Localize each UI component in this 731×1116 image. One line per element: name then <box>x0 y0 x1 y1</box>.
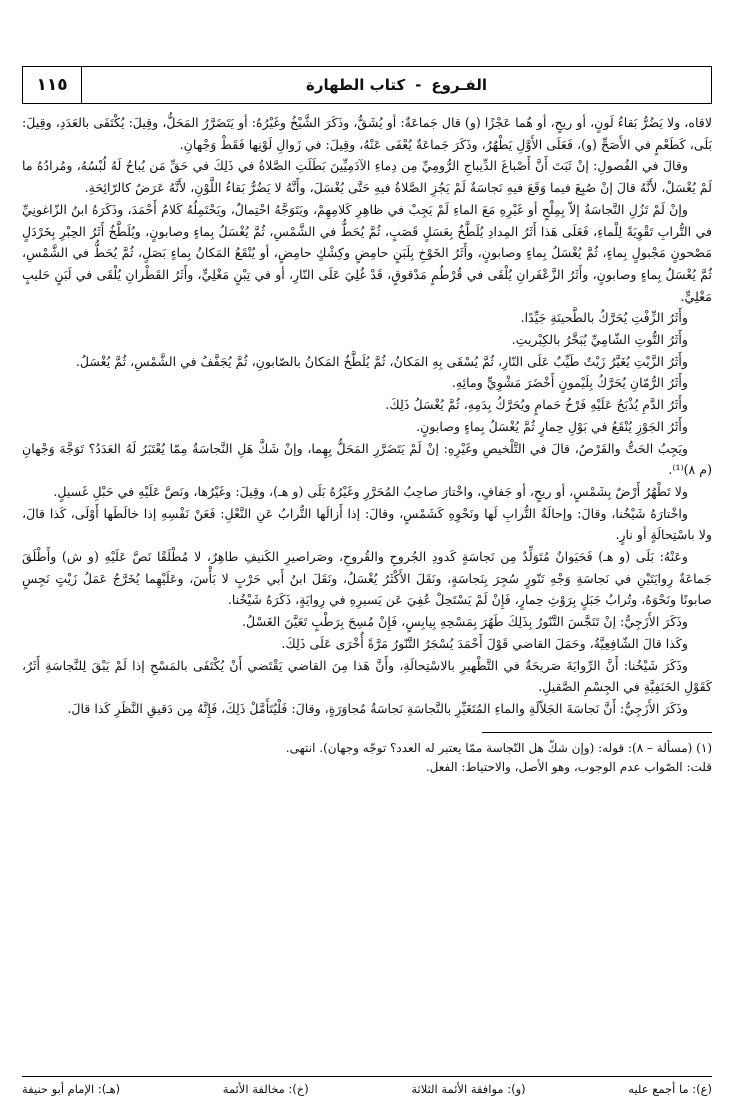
footnote-divider <box>482 732 712 733</box>
paragraph: وأَثَرُ الرُّمّانِ يُحَرَّكُ بِلَيْمونٍ أَخْضَرَ مَشْوِيٍّ ومائِهِ. <box>451 375 688 391</box>
paragraph: وأَثَرُ الجَوْزِ يُنْقَعُ في بَوْلِ حِمارٍ ثُمَّ يُغْسَلُ بِماءٍ وصابونٍ. <box>416 418 688 434</box>
paragraph: وكَذا قالَ الشّافِعِيَّةُ، وحَمَلَ القاضي قَوْلَ أَحْمَدَ يُسْجَرُ التَّنّورُ مَرَّةً أُخْرَى عَلَى ذَلِكَ. <box>281 635 688 651</box>
paragraph: وقالَ في الفُصولِ: إنْ ثَبَتَ أَنَّ أَصْباغَ الدِّيباجِ الرُّومِيِّ مِن دِماءِ الآدَمِيِّينَ بَطَلَتِ الصَّلاةُ في ذَلِكَ في حَقِّ مَن يُباحُ لَهُ لُبْسُهُ، ومُرادُهُ ما لَمْ يُغْسَلْ، لأَنَّهُ قالَ إنْ صُبِغَ فيما وَقَعَ فيهِ نَجاسَةٌ لَمْ يَجُزِ الصَّلاةُ فيهِ حَتَّى يُغْسَلَ، وأَنَّهُ لا يَضُرُّ بَقاءُ اللَّوْنِ، لأَنَّهُ عَرَضٌ كالرّائِحَةِ. <box>22 158 712 196</box>
paragraph: وأَثَرُ التُّوتِ الشّامِيِّ يُبَخَّرُ بالكِبْريتِ. <box>511 332 688 348</box>
paragraph: ويَجِبُ الحَتُّ والقَرْصُ، قالَ في التَّلْخيصِ وغَيْرِهِ: إنْ لَمْ يَتَضَرَّرِ المَحَلُّ بِهِما، وإنْ شَكَّ هَلِ النَّجاسَةُ مِمّا يُعْتَبَرُ لَهُ العَدَدُ؟ تَوَجَّهَ وَجْهانِ (م ٨)⁽¹⁾. <box>22 440 712 478</box>
running-title <box>82 67 711 103</box>
book-title: كتاب الطهارة <box>305 76 406 94</box>
paragraph: وذَكَرَ الأَزَجِيُّ: إنْ تَنَجَّسَ التَّنّورُ بِذَلِكَ طَهُرَ بِمَسْحِهِ بِيابِسٍ، فَإِنْ مُسِحَ بِرَطْبٍ تَعَيَّنَ الغَسْلُ. <box>242 614 688 630</box>
section-title: الفـروع <box>431 76 488 94</box>
paragraph: وأَثَرُ الزِّفْتِ يُحَرَّكُ بالطَّحينَةِ جَيِّدًا. <box>520 310 688 326</box>
footnotes <box>22 739 712 777</box>
paragraph: وذَكَرَ شَيْخُنا: أَنَّ الرِّوايَةَ صَريحَةٌ في التَّطْهيرِ بالاسْتِحالَةِ، وأَنَّ هَذا مِنَ القاضي يَقْتَضي أَنْ يُكْتَفَى بالمَسْحِ إذا لَمْ يَبْقَ لِلنَّجاسَةِ أَثَرٌ، كَقَوْلِ الحَنَفِيَّةِ في الجِسْمِ الصَّقيلِ. <box>22 657 712 695</box>
legend-mukhalafa: (خ): مخالفة الأئمة <box>222 1082 309 1096</box>
legend-muwafaqa: (و): موافقة الأئمة الثلاثة <box>411 1082 526 1096</box>
legend-ijma: (ع): ما أجمع عليه <box>628 1082 712 1096</box>
footnote-line: قلت: الصّواب عدم الوجوب، وهو الأصل، والاحتياط: الفعل. <box>425 759 712 774</box>
paragraph: ولا تَطْهُرُ أَرْضٌ بِشَمْسٍ، أو ريحٍ، أو جَفافٍ، واخْتارَ صاحِبُ المُحَرَّرِ وغَيْرُهُ بَلَى (و هـ)، وقِيلَ: وغَيْرُها، ونَصَّ عَلَيْهِ في حَبْلِ غَسيلٍ. <box>53 483 688 499</box>
book-page <box>22 66 712 1096</box>
main-text <box>22 112 712 720</box>
page-header <box>22 66 712 104</box>
page-number: ١١٥ <box>23 67 82 103</box>
paragraph: وأَثَرُ الدَّمِ يُذْبَحُ عَلَيْهِ فَرْخُ حَمامٍ ويُحَرَّكُ بِدَمِهِ، ثُمَّ يُغْسَلُ ذَلِكَ. <box>385 397 688 413</box>
paragraph: وعَنْهُ: بَلَى (و هـ) فَحَيَوانٌ مُتَوَلِّدٌ مِن نَجاسَةٍ كَدودِ الجُروحِ والقُروحِ، وصَراصيرِ الكَنيفِ طاهِرٌ، لا مُطْلَقًا نَصَّ عَلَيْهِ (و ش) وأَطْلَقَ جَماعَةٌ رِوايَتَيْنِ في نَجاسَةِ وَجْهِ تَنّورٍ سُجِرَ بِنَجاسَةٍ، ونَقَلَ الأَكْثَرُ يُغْسَلُ، ونَقَلَ ابنُ أَبي حَرْبٍ لا بَأْسَ، وعَلَيْهِما يُخَرَّجُ عَمَلُ زَيْتٍ نَجِسٍ صابونًا ونَحْوَهُ، وتُرابُ جَبَلٍ بِرَوْثِ حِمارٍ، فَإِنْ لَمْ يَسْتَحِلْ عُفِيَ عَن يَسيرِهِ في رِوايَةٍ، ذَكَرَهُ شَيْخُنا. <box>22 549 712 608</box>
title-separator: - <box>415 76 422 94</box>
paragraph: وذَكَرَ الأَزَجِيُّ: أَنَّ نَجاسَةَ الجَلاّلَةِ والماءِ المُتَغَيِّرِ بالنَّجاسَةِ نَجاسَةُ مُجاوَرَةٍ، وقالَ: فَلْيُتَأَمَّلْ ذَلِكَ، فَإِنَّهُ مِن دَقيقِ النَّظَرِ كَذا قالَ. <box>67 700 688 716</box>
paragraph: لاقاه، ولا يَضُرُّ بَقاءُ لَونٍ، أو ريحٍ، أو هُما عَجْزًا (و) قال جَماعَةٌ: أو يُشَقُّ، وذَكَرَ الشَّيْخُ وغَيْرُهُ: أو يَتَضَرَّرُ المَحَلُّ، وقِيلَ: يُكْتَفَى بالعَدَدِ، وقِيلَ: بَلَى، كَطَعْمٍ في الأَصَحِّ (و)، فَعَلَى الأَوَّلِ يَطْهُرُ، وذَكَرَ جَماعَةٌ يُعْفَى عَنْهُ، وقِيلَ: في زَوالِ لَوْنِها فَقَطْ وَجْهانِ. <box>22 115 712 152</box>
abbreviation-legend <box>22 1076 712 1096</box>
legend-abu-hanifa: (هـ): الإمام أبو حنيفة <box>22 1082 121 1096</box>
paragraph: واخْتارَهُ شَيْخُنا، وقالَ: وإحالَةُ التُّرابِ لَها ونَحْوِهِ كَشَمْسٍ، وقالَ: إذا أَزالَها التُّرابُ عَنِ النَّعْلِ: فَعَنْ نَفْسِهِ إذا خالَطَها أَوْلَى، كَذا قالَ، ولا باسْتِحالَةٍ أو نارٍ. <box>22 505 712 543</box>
footnote-line: (١) (مسألة – ٨): قوله: (وإن شكّ هل النّجاسة ممّا يعتبر له العدد؟ توجّه وجهان). انتهى. <box>285 740 712 755</box>
paragraph: وأَثَرُ الزَّيْتِ يُغَيَّرُ زَيْتٌ طَيِّبٌ عَلَى النّارِ، ثُمَّ يُسْقَى بِهِ المَكانُ، ثُمَّ يُلَطَّخُ المَكانُ بالصّابونِ، ثُمَّ يُجَفَّفُ في الشَّمْسِ، ثُمَّ يُغْسَلُ. <box>75 353 688 369</box>
paragraph: وإنْ لَمْ تَزُلِ النَّجاسَةُ إلاّ بِمِلْحٍ أو غَيْرِهِ مَعَ الماءِ لَمْ يَجِبْ في ظاهِرِ كَلامِهِمْ، ويَتَوَجَّهُ احْتِمالٌ، ويَحْتَمِلُهُ كَلامُ أَحْمَدَ، وذَكَرَهُ ابنُ الزّاغونِيِّ في التُّرابِ تَقْوِيَةً لِلْماءِ، فَعَلَى هَذا أَثَرُ المِدادِ يُلَطَّخُ بِعَسَلٍ قَصَبٍ، ثُمَّ يُحَطُّ في الشَّمْسِ، ثُمَّ يُغْسَلُ بِماءٍ وصابونٍ، ويُلَطَّخُ أَثَرُ الحِبْرِ بِخَرْدَلٍ مَصْحونٍ مَجْبولٍ بِماءٍ، ثُمَّ يُغْسَلُ بِماءٍ وصابونٍ، وأَثَرُ الخَوْخِ بِلَبَنٍ حامِضٍ وكِشْكٍ حامِضٍ، أو يُنْقَعُ المَكانُ بِماءٍ بَصَلٍ، ثُمَّ يُحَطُّ في الشَّمْسِ، ثُمَّ يُغْسَلُ بِماءٍ وصابونٍ، وأَثَرُ الزَّعْفَرانِ يُلْقَى في قُرْطُمٍ مَدْقوقٍ، قَدْ غُلِيَ عَلَى النّارِ، أو في تِبْنٍ مَغْلِيٍّ، وأَثَرُ القَطْرانِ يُلْقَى في لَبَنٍ حَليبٍ مَغْلِيٍّ. <box>22 201 712 304</box>
